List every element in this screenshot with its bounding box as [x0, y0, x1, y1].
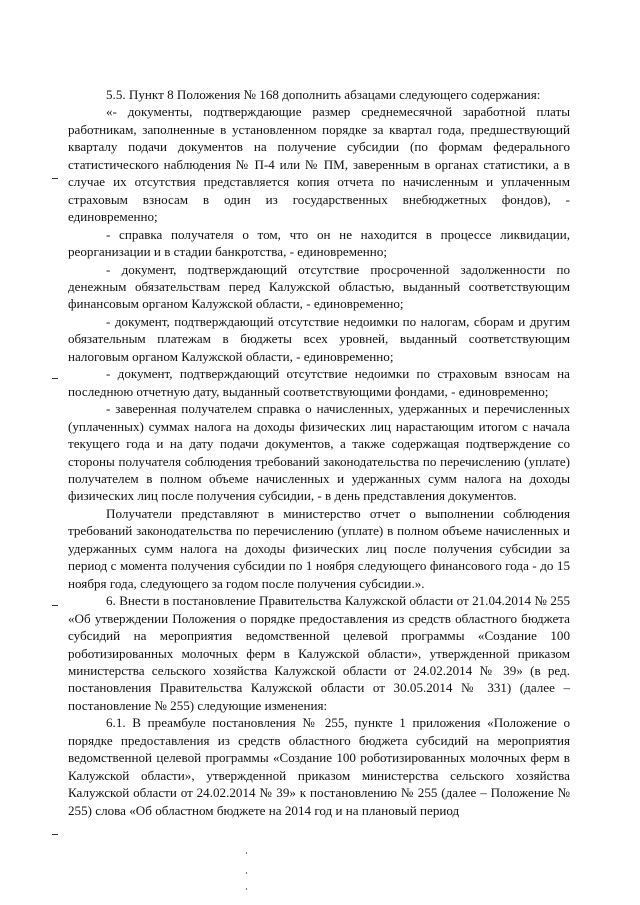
scan-speck: [246, 888, 247, 890]
paragraph-5-5: 5.5. Пункт 8 Положения № 168 дополнить абзацами следующего содержания:: [106, 87, 541, 102]
paragraph-insurance-arrears-document: - документ, подтверждающий отсутствие недоимки по страховым взносам на последнюю отчетную дату, выданный соответствующими фондами, - единовременно;: [68, 366, 570, 399]
paragraph-tax-arrears-document: - документ, подтверждающий отсутствие недоимки по налогам, сборам и другим обязательным платежам в бюджеты всех уровней, выданный соответствующим налоговым органом Калужской области, - единовременно;: [68, 313, 570, 364]
scan-speck: [246, 852, 247, 854]
scan-speck: [246, 872, 247, 874]
paragraph-6: 6. Внести в постановление Правительства Калужской области от 21.04.2014 № 255 «Об утверждении Положения о порядке предоставления из средств областного бюджета субсидий на мероприятия ведомственной целевой программы «Создание 100 роботизированных молочных ферм в Калужской области», утвержденной приказом министерства сельского хозяйства Калужской области от 24.02.2014 № 39» (в ред. постановления Правительства Калужской области от 30.05.2014 № 331) (далее – постановление № 255) следующие изменения:: [68, 593, 570, 713]
paragraph-income-tax-certificate: - заверенная получателем справка о начисленных, удержанных и перечисленных (уплаченных) суммах налога на доходы физических лиц нарастающим итогом с начала текущего года и на дату подачи документов, а также содержащая подтверждение со стороны получателя соблюдения требований законодательства по перечислению (уплате) получателем в полном объеме начисленных и удержанных сумм налога на доходы физических лиц после получения субсидии, - в день представления документов.: [68, 401, 570, 504]
paragraph-salary-documents: «- документы, подтверждающие размер среднемесячной заработной платы работникам, заполненные в установленном порядке за квартал года, предшествующий кварталу подачи документов на получение субсидии (по формам федерального статистического наблюдения № П-4 или № ПМ, заверенным в органах статистики, а в случае их отсутствия представляется копия отчета по начисленным и уплаченным страховым взносам в один из государственных внебюджетных фондов), - единовременно;: [68, 104, 570, 225]
margin-mark: [52, 605, 58, 606]
margin-mark: [52, 834, 58, 835]
paragraph-debt-document: - документ, подтверждающий отсутствие просроченной задолженности по денежным обязательствам перед Калужской областью, выданный соответствующим финансовым органом Калужской области, - единовременно;: [68, 261, 570, 312]
document-body: [68, 86, 570, 819]
paragraph-liquidation-certificate: - справка получателя о том, что он не находится в процессе ликвидации, реорганизации и в стадии банкротства, - единовременно;: [68, 226, 570, 260]
paragraph-6-1: 6.1. В преамбуле постановления № 255, пункте 1 приложения «Положение о порядке предоставления из средств областного бюджета субсидий на мероприятия ведомственной целевой программы «Создание 100 роботизированных молочных ферм в Калужской области», утвержденной приказом министерства сельского хозяйства Калужской области от 24.02.2014 № 39» к постановлению № 255 (далее – Положение № 255) слова «Об областном бюджете на 2014 год и на плановый период: [68, 715, 570, 818]
margin-mark: [52, 178, 58, 179]
paragraph-recipients-report: Получатели представляют в министерство отчет о выполнении соблюдения требований законодательства по перечислению (уплате) в полном объеме начисленных и удержанных сумм налога на доходы физических лиц после получения субсидии за период с момента получения субсидии по 1 ноября следующего финансового года - до 15 ноября года, следующего за годом после получения субсидии.».: [68, 505, 570, 591]
margin-mark: [52, 378, 58, 379]
